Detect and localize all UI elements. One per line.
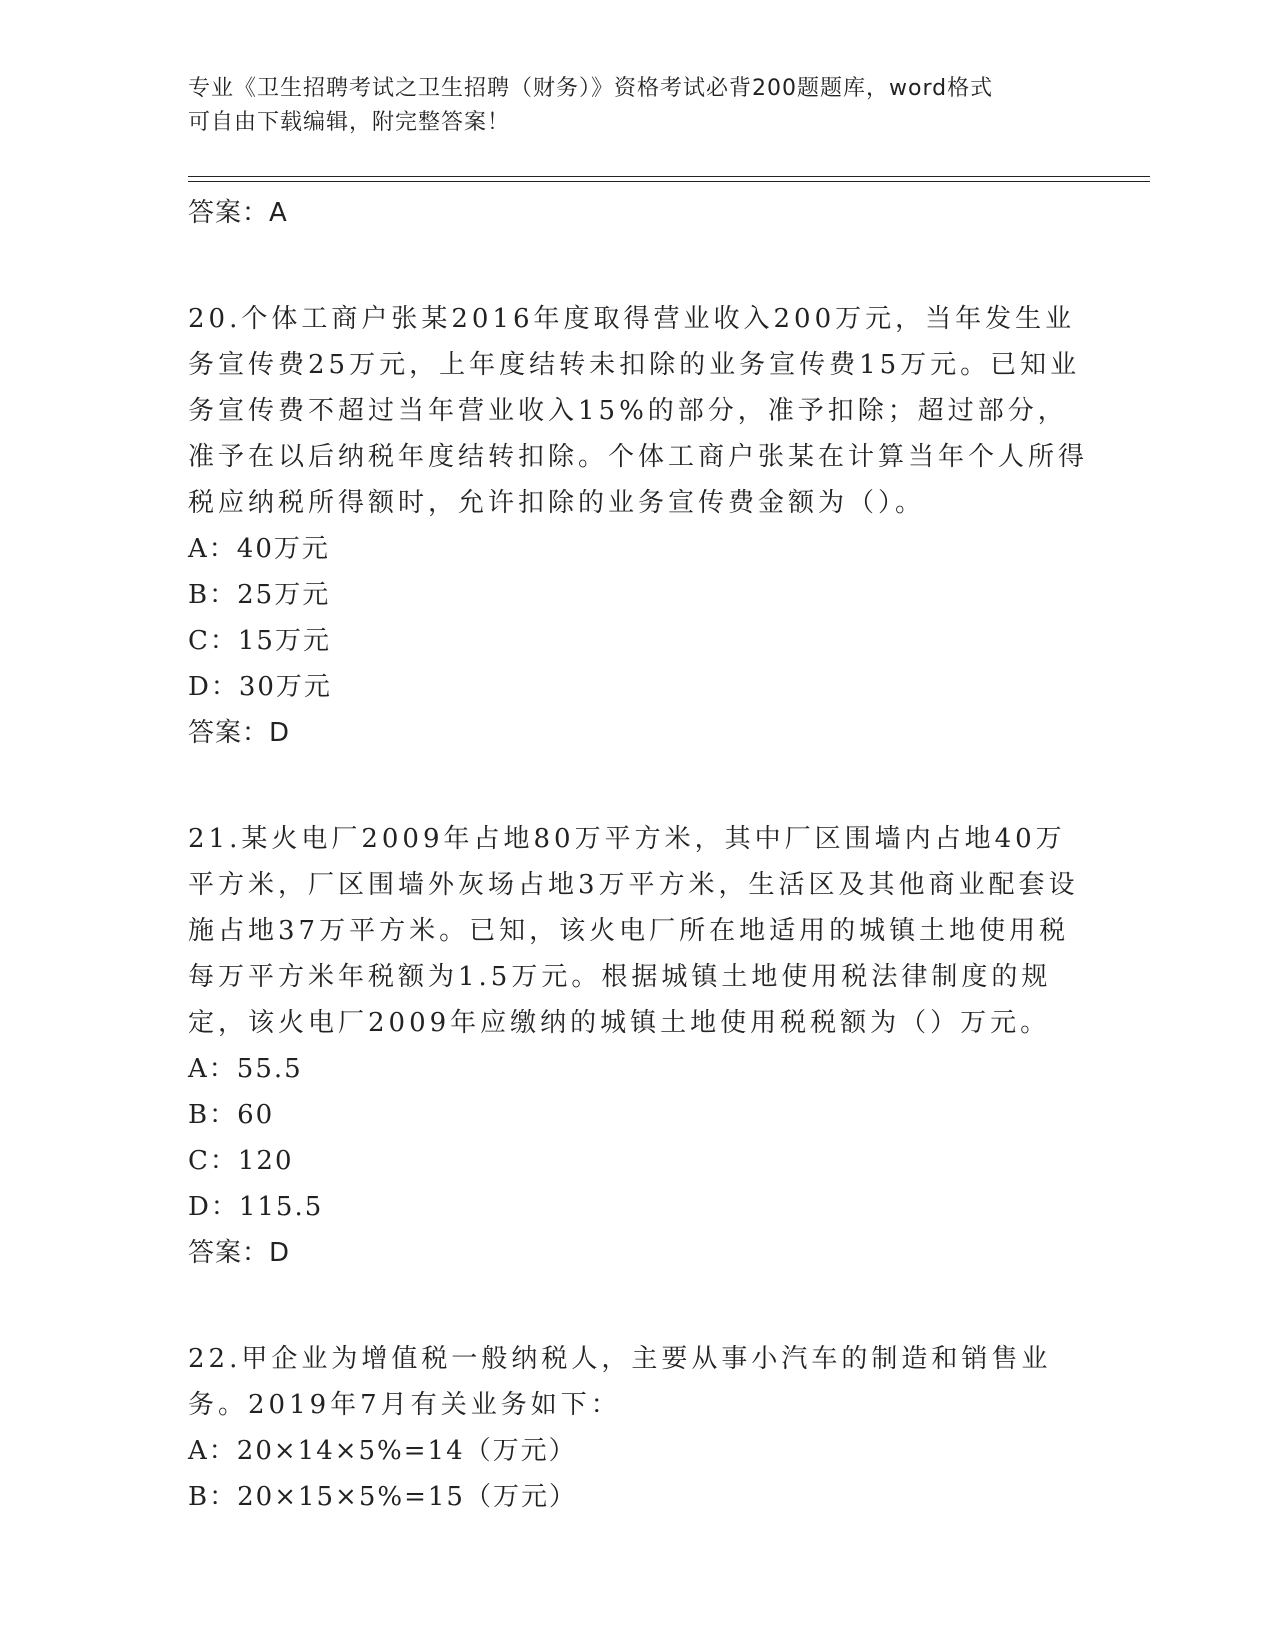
question-block bbox=[188, 296, 1088, 756]
header-line-1: 专业《卫生招聘考试之卫生招聘（财务）》资格考试必背200题题库，word格式 bbox=[188, 76, 994, 101]
option-a: A：20×14×5%=14（万元） bbox=[188, 1436, 577, 1466]
option-a: A：55.5 bbox=[188, 1054, 303, 1084]
document-header bbox=[188, 72, 1068, 140]
option-d: D：30万元 bbox=[188, 672, 332, 702]
option-a: A：40万元 bbox=[188, 534, 330, 564]
question-block bbox=[188, 816, 1088, 1276]
option-b: B：60 bbox=[188, 1100, 275, 1130]
option-b: B：20×15×5%=15（万元） bbox=[188, 1482, 577, 1512]
answer-label: 答案：D bbox=[188, 718, 291, 748]
answer-label: 答案：A bbox=[188, 198, 288, 228]
answer-label: 答案：D bbox=[188, 1238, 291, 1268]
question-text: 21.某火电厂2009年占地80万平方米，其中厂区围墙内占地40万平方米，厂区围墙外灰场占地3万平方米，生活区及其他商业配套设施占地37万平方米。已知，该火电厂所在地适用的城镇土地使用税每万平方米年税额为1.5万元。根据城镇土地使用税法律制度的规定，该火电厂2009年应缴纳的城镇土地使用税税额为（）万元。 bbox=[188, 824, 1079, 1038]
question-text: 20.个体工商户张某2016年度取得营业收入200万元，当年发生业务宣传费25万元，上年度结转未扣除的业务宣传费15万元。已知业务宣传费不超过当年营业收入15%的部分，准予扣除；超过部分，准予在以后纳税年度结转扣除。个体工商户张某在计算当年个人所得税应纳税所得额时，允许扣除的业务宣传费金额为（）。 bbox=[188, 304, 1089, 518]
question-block bbox=[188, 1336, 1088, 1520]
option-b: B：25万元 bbox=[188, 580, 331, 610]
question-text: 22.甲企业为增值税一般纳税人，主要从事小汽车的制造和销售业务。2019年7月有关业务如下： bbox=[188, 1344, 1052, 1420]
header-divider-bottom bbox=[188, 181, 1150, 182]
option-c: C：120 bbox=[188, 1146, 294, 1176]
spacer bbox=[188, 756, 1088, 816]
spacer bbox=[188, 236, 1088, 296]
spacer bbox=[188, 1276, 1088, 1336]
option-c: C：15万元 bbox=[188, 626, 331, 656]
header-line-2: 可自由下载编辑，附完整答案！ bbox=[188, 110, 511, 135]
question-content bbox=[188, 190, 1088, 1520]
option-d: D：115.5 bbox=[188, 1192, 324, 1222]
header-divider-top bbox=[188, 176, 1150, 177]
